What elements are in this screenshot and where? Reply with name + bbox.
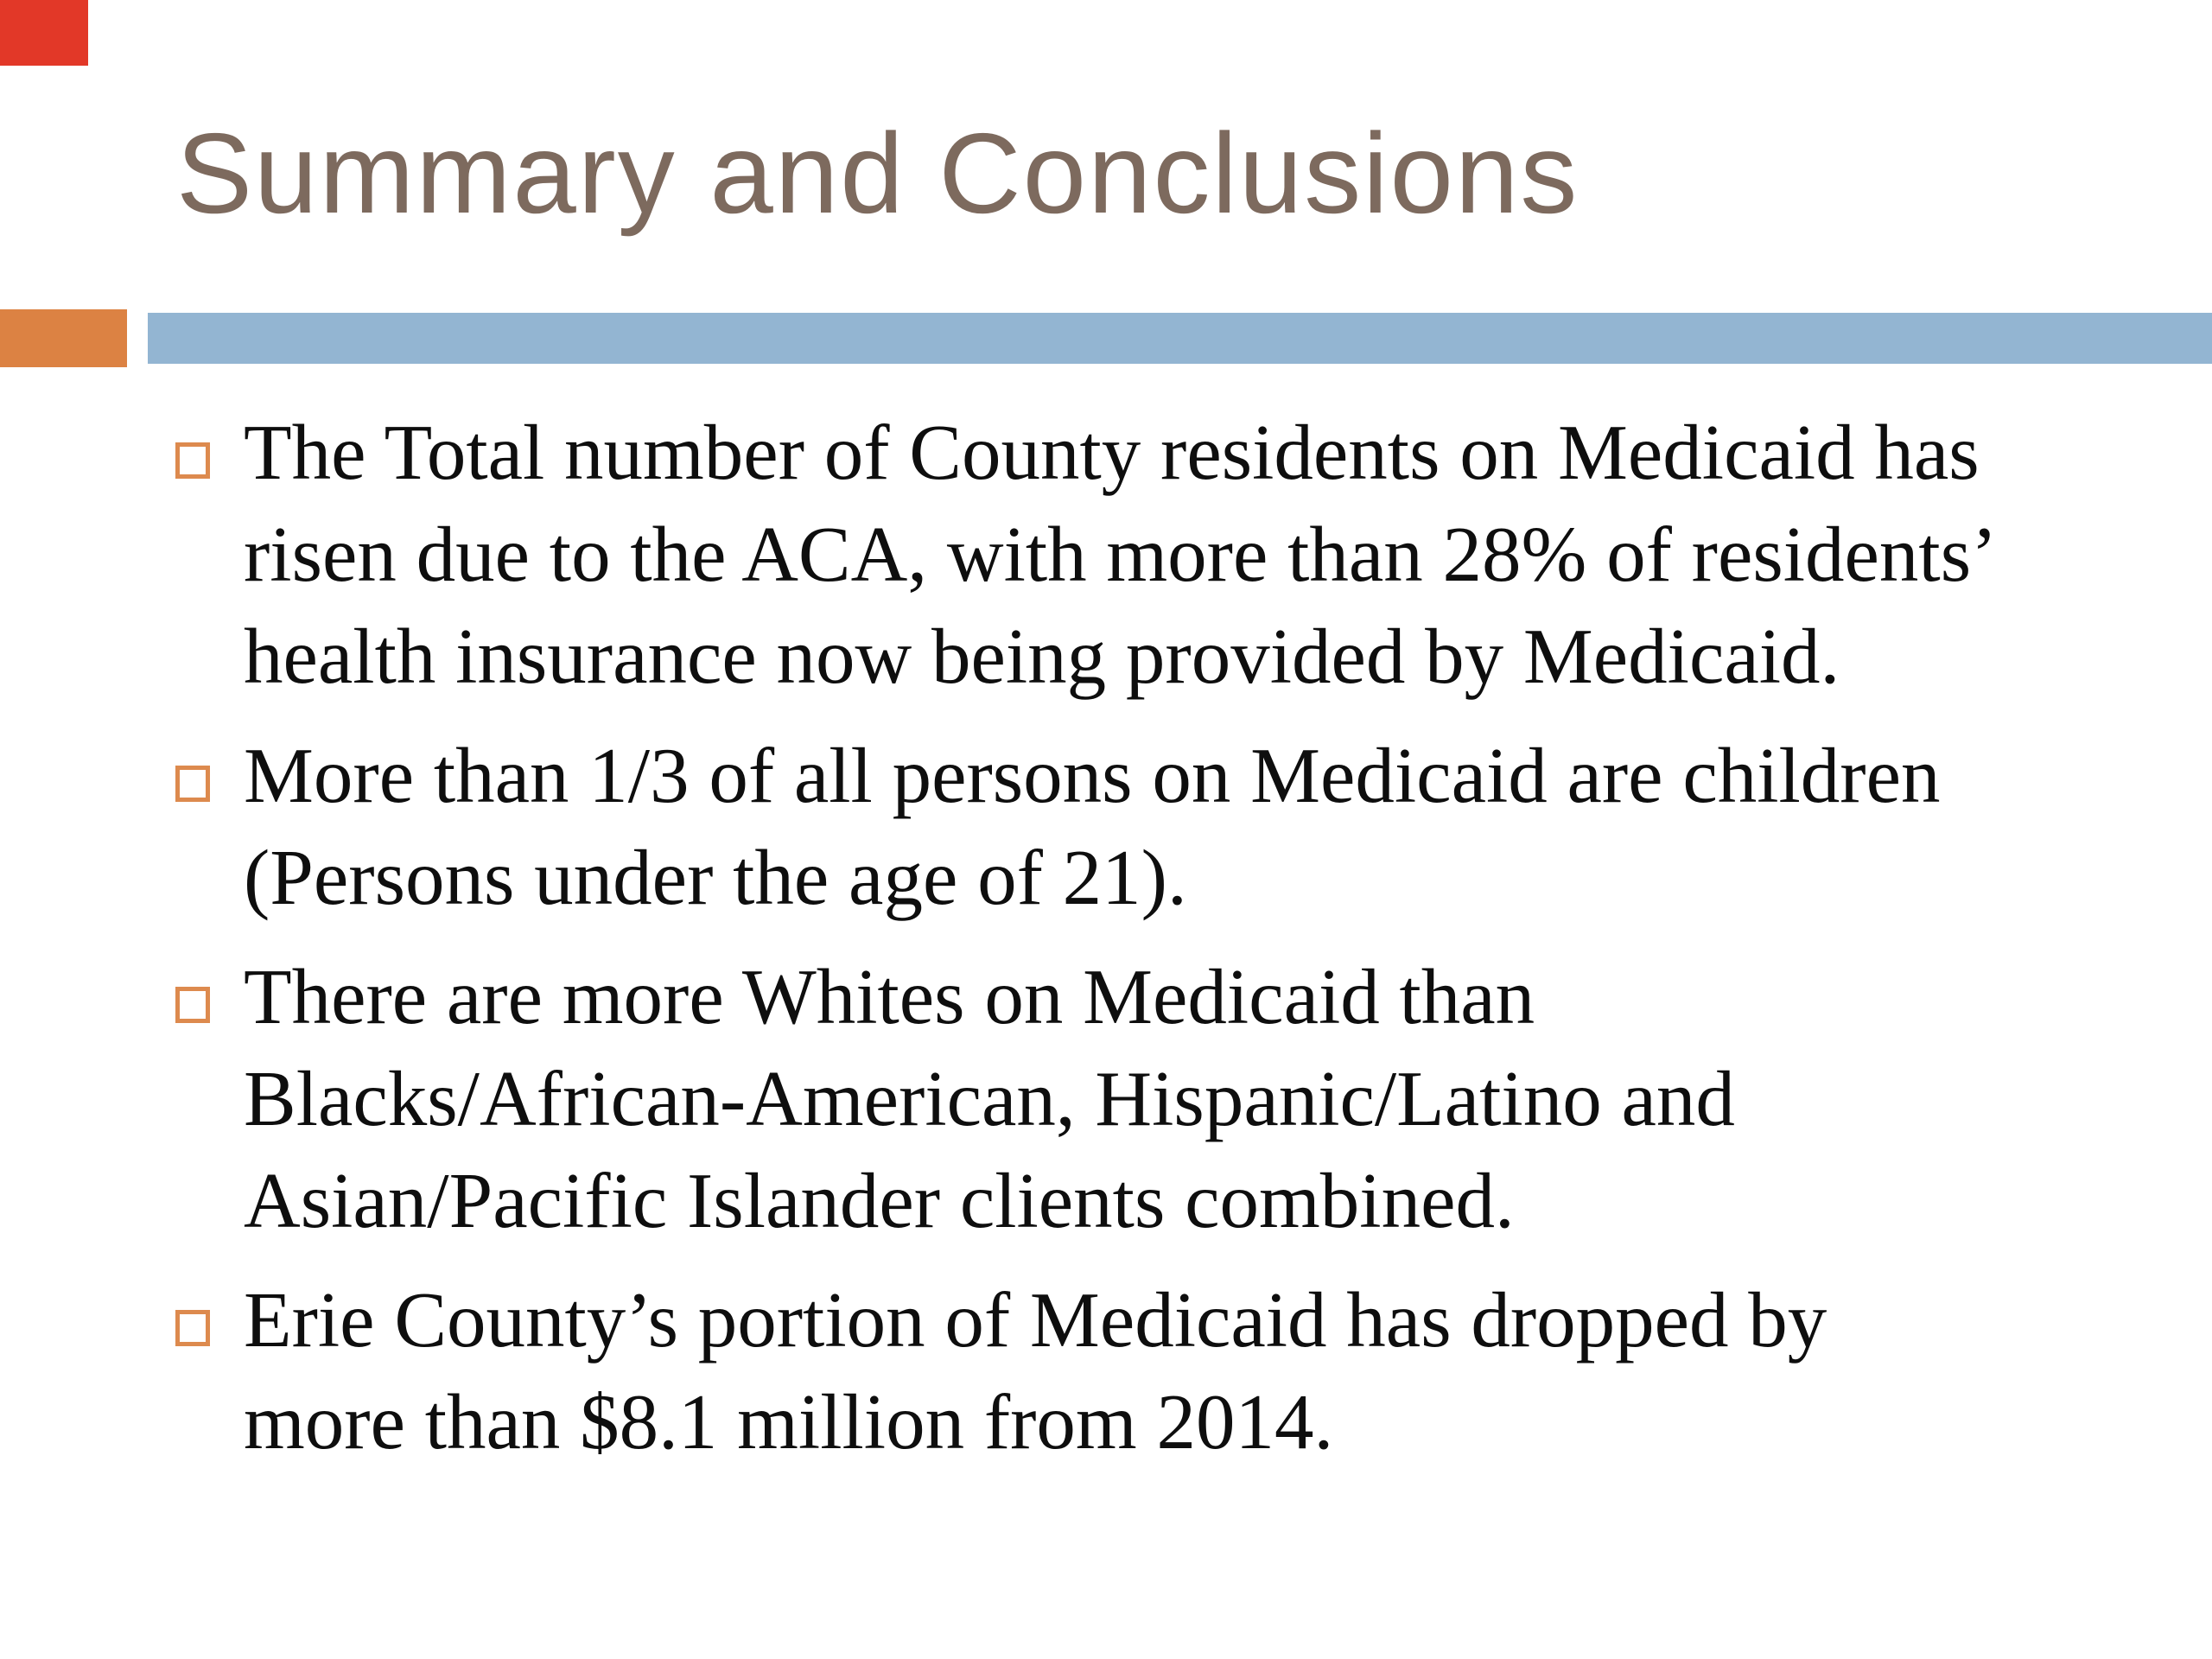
bullet-line: More than 1/3 of all persons on Medicaid are children — [244, 732, 1941, 819]
bullet-line: Erie County’s portion of Medicaid has dropped by — [244, 1276, 1827, 1363]
bullet-line: health insurance now being provided by Medicaid. — [244, 613, 1840, 700]
bullet-item — [175, 725, 2163, 929]
bullet-text — [244, 725, 1940, 929]
bullet-item — [175, 1269, 2163, 1473]
bullet-line: The Total number of County residents on Medicaid has — [244, 409, 1980, 496]
bullet-line: risen due to the ACA, with more than 28% of residents’ — [244, 511, 1998, 598]
bullet-square-icon — [175, 1310, 210, 1346]
slide-title: Summary and Conclusions — [176, 110, 1580, 237]
bullet-text — [244, 946, 1735, 1252]
bullet-item — [175, 402, 2163, 708]
red-corner-block — [0, 0, 88, 66]
accent-bar-blue — [148, 313, 2212, 364]
bullet-square-icon — [175, 442, 210, 479]
bullet-text — [244, 402, 1997, 708]
bullet-item — [175, 946, 2163, 1252]
bullet-line: (Persons under the age of 21). — [244, 834, 1187, 921]
accent-square-orange — [0, 309, 127, 367]
bullet-square-icon — [175, 766, 210, 802]
bullet-line: Asian/Pacific Islander clients combined. — [244, 1157, 1515, 1244]
bullet-square-icon — [175, 987, 210, 1023]
bullet-line: Blacks/African-American, Hispanic/Latino and — [244, 1055, 1735, 1142]
bullet-line: more than $8.1 million from 2014. — [244, 1378, 1334, 1465]
bullet-list — [175, 402, 2163, 1473]
bullet-text — [244, 1269, 1827, 1473]
bullet-line: There are more Whites on Medicaid than — [244, 953, 1535, 1040]
